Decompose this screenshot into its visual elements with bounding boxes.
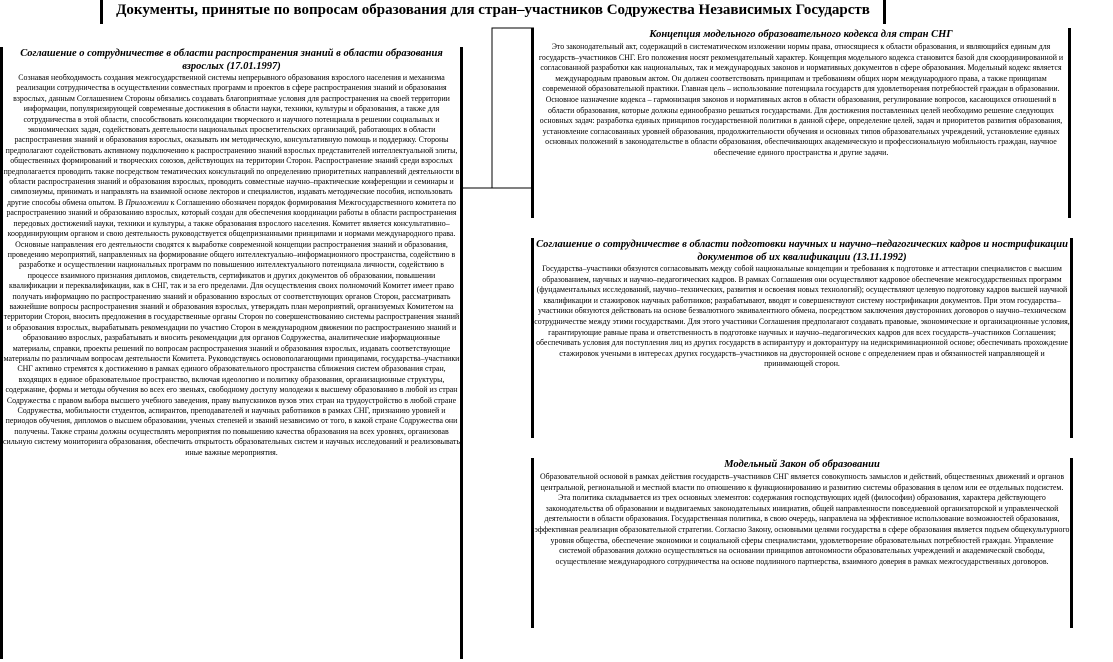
document-title: Соглашение о сотрудничестве в области подготовки научных и научно–педагогических кадров и нострификации документов об их квалификации (13.11.1992) [536,239,1068,263]
document-title: Концепция модельного образовательного кодекса для стран СНГ [649,29,953,40]
right-bar [460,47,463,659]
connector-top [492,28,534,188]
page-title: Документы, принятые по вопросам образования для стран–участников Содружества Независимых Государств [116,2,870,18]
text-part-b: к Соглашению обозначен порядок формирования Межгосударственного комитета по распространению знаний и образованию взрослых, который создан для обеспечения координации работы в области распространения передовых достижений науки, техники и культуры, а также образования взрослого населения. Комитет является консультативно–координирующим органом и свою деятельность руководствуется общепризнанными принципами и нормами международного права. Основные направления его деятельности сводятся к выработке современной концепции распространения знаний и образования, проведению мероприятий, направленных на формирование общего интеллектуально–информационного пространства, содействию в разработке и осуществлении национальных программ по повышению интеллектуального потенциала личности, содействию в процессе взаимного признания дипломов, свидетельств, сертификатов и других документов об образовании, повышении квалификации и переквалификации, как в СНГ, так и за его пределами. Для осуществления своих полномочий Комитет имеет право получать информацию по распространению знаний и образованию взрослых от соответствующих органов Сторон, рассматривать важнейшие вопросы распространения знаний и образования взрослых, утверждать план мероприятий, организуемых Комитетом на территории Сторон, вносить предложения в государственные органы Сторон по совершенствованию системы распространения знаний и образования взрослых, вырабатывать рекомендации по участию Сторон в международном движении по распространению знаний и образованию взрослых, разрабатывать и вносить рекомендации для органов Содружества, аналитические информационные материалы, справки, проекты решений по вопросам распространения знаний и образования взрослых, издавать соответствующие материалы по различным вопросам деятельности Комитета. Руководствуясь основополагающими принципами, государства–участники СНГ активно стремятся к достижению в рамках единого образовательного пространства сближения систем образования стран, входящих в единое образовательное пространство, включая идеологию и политику образования, организационные структуры, содержание, формы и методы обучения во всех его звеньях, свободному доступу молодежи к высшему образованию в любой из стран Содружества с правом выбора высшего учебного заведения, праву выпускников вузов этих стран на трудоустройство в любой стране Содружества, мобильности студентов, аспирантов, преподавателей и научных работников в рамках СНГ, признанию уровней и периодов обучения, дипломов о высшем образовании, ученых степеней и званий независимо от того, в какой стране Содружества они получены. Также страны должны осуществлять мероприятия по повышению качества образования на всех уровнях, организовав сильную систему мониторинга образования, обеспечить открытость образовательных систем и научных исследований и реализовывать иные важные мероприятия. [3,197,460,457]
right-bar [1070,458,1073,628]
left-bar [531,458,534,628]
right-bar [1068,28,1071,218]
left-bar [0,47,3,659]
right-bar [1070,238,1073,438]
left-bar [531,28,534,218]
left-bar [531,238,534,438]
document-title: Модельный Закон об образовании [724,459,880,470]
document-text [3,73,460,458]
document-scientific-staff [534,238,1070,438]
document-text: Государства–участники обязуются согласовывать между собой национальные концепции и требования к подготовке и аттестации специалистов с высшим образованием, научных и научно–педагогических кадров. В рамках Соглашения они осуществляют кадровое обеспечение межгосударственных программ (фундаментальных исследований, научно–технических, развития и освоения новых технологий); осуществляют целевую подготовку кадров высшей научной квалификации и стажировок научных работников; разрабатывают, вводят и совершенствуют систему нострификации документов. При этом государства–участники обязуются действовать на основе безвалютного эквивалентного обмена, посредством заключения двусторонних договоров о научно–техническом сотрудничестве между этими государствами. Для этого участники Соглашения предполагают создавать правовые, экономические и организационные условия, гарантирующие равные права и ответственность в подготовке научных и научно–педагогических кадров для всех государств–участников Соглашения; обеспечивать условия для поступления лиц из других государств в аспирантуру и докторантуру на недискриминационной основе; обеспечивать прохождение стажировок учеными в интересах других государств–участников на двусторонней основе с определением прав и обязанностей направляющей и принимающей сторон. [534,264,1070,369]
document-adult-education [3,47,460,659]
document-text: Это законодательный акт, содержащий в систематическом изложении нормы права, относящиеся к области образования, и являющийся единым для государств–участников СНГ. Его положения носят рекомендательный характер. Концепция модельного кодекса становится базой для скоординированной и согласованной разработки как национальных, так и международных законов и нормативных документов в сфере образования. Модельный кодекс является международным правовым актом. Он должен соответствовать принципам и требованиям общих норм международного права, а также принципам современной образовательной практики. Главная цель – использование потенциала государств для удовлетворения потребностей граждан в образовании. Основное назначение кодекса – гармонизация законов и нормативных актов в области образования, регулирование вопросов, касающихся отношений в области образования, которые должны единообразно решаться государствами. Для достижения поставленных целей необходимо решение следующих основных задач: разработка единых принципов государственной политики в данной сфере, определение целей, задач и приоритетов развития образования, установление согласованных уровней образования, продолжительности обучения и основных типов образовательных учреждений, установление единых основных положений в законодательстве в области образования, обеспечивающих академическую и профессиональную мобильность граждан, научное обеспечение единого пространства и другие задачи. [538,42,1064,157]
document-text: Образовательной основой в рамках действия государств–участников СНГ является совокупность замыслов и действий, общественных движений и органов центральной, региональной и местной власти по отношению к функционированию и развитию системы образования в целом или ее отдельных подсистем. Эта политика складывается из трех основных элементов: содержания господствующих идей (философии) образования, характера действующего законодательства об образовании и выдвигаемых законодательных инициатив, общей направленности повседневной организаторской и управленческой деятельности в области образования. Государственная политика, в свою очередь, направлена на эффективное использование возможностей образования, эффективная реализация образовательной стратегии. Согласно Закону, основными целями государства в сфере образования является подъем общекультурного уровня общества, обеспечение экономики и социальной сферы специалистами, удовлетворение образовательных потребностей граждан. Управление системой образования должно осуществляться на основании принципов автономности образовательных учреждений и академической свободы, осуществление международного сотрудничества на основе подлинного партнерства, взаимного доверия в рамках межгосударственных договоров. [534,472,1070,566]
document-model-law [534,458,1070,628]
text-italic: Приложении [125,197,169,207]
document-model-code-concept [534,28,1068,218]
text-part-a: Сознавая необходимость создания межгосударственной системы непрерывного образования взрослого населения и механизма реализации сотрудничества в осуществлении совместных программ и проектов в сфере распространения знаний и образования взрослых, данным Соглашением Стороны обязались создавать благоприятные условия для распространения на своей территории информации, популяризирующей современные достижения в области науки, техники, культуры и образования, а также для сотрудничества в этой области, способствовать консолидации творческого и научного потенциала в решении социальных и экономических задач, содействовать деятельности национальных просветительских организаций, работающих в области распространения знаний и образования взрослых, оказывать им методическую, консультативную помощь и поддержку. Стороны предполагают содействовать активному подключению к распространению знаний взрослых представителей интеллектуальной элиты, общественных формирований и творческих союзов, действующих на территории Сторон. Распространение знаний среди взрослых предполагается проводить также посредством тематических консультаций по определению приоритетных направлений деятельности в области распространения знаний и образования взрослых, проводить совместные научно–практические конференции и семинары и симпозиумы, принимать и направлять на взаимной основе лекторов и специалистов, издавать методические пособия, использовать другие способы обмена опытом. В [3,73,460,207]
document-title: Соглашение о сотрудничестве в области распространения знаний в области образования взрослых (17.01.1997) [20,48,443,72]
